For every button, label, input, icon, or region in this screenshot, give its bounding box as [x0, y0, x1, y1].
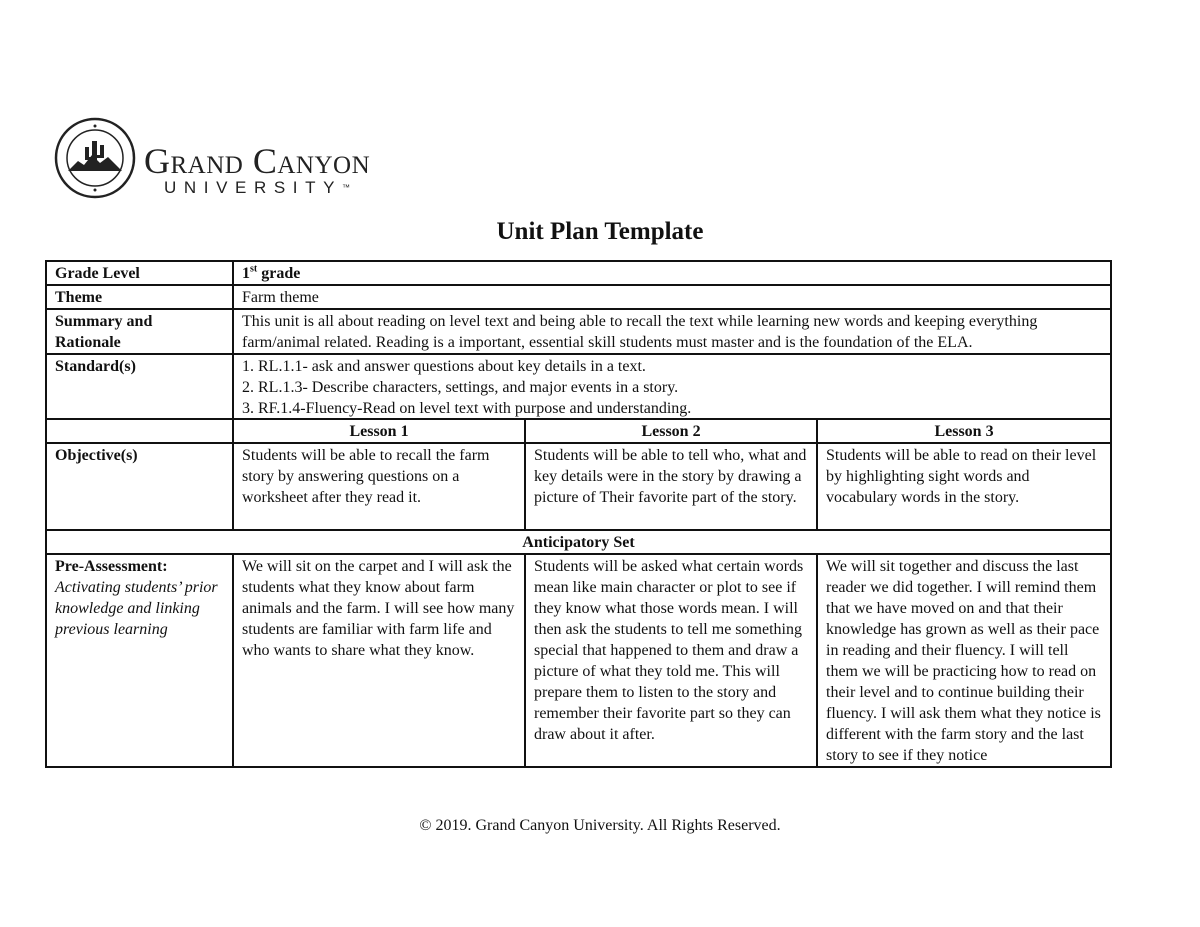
summary-label: Summary and Rationale: [46, 309, 233, 354]
standard-item: 2. RL.1.3- Describe characters, settings, and major events in a story.: [242, 379, 679, 396]
summary-value: This unit is all about reading on level text and being able to recall the text while learning new words and keeping everything farm/animal related. Reading is a important, essential skill students must master and is the foundation of the ELA.: [233, 309, 1111, 354]
pre-assessment-cell: We will sit on the carpet and I will ask the students what they know about farm animals and the farm. I will see how many students are familiar with farm life and who wants to share what they know.: [233, 554, 525, 767]
pre-assessment-cell: Students will be asked what certain words mean like main character or plot to see if they know what those words mean. I will then ask the students to tell me something special that happened to them and draw a picture of what they told me. This will prepare them to listen to the story and remember their favorite part so they can draw about it after.: [525, 554, 817, 767]
page-title: Unit Plan Template: [496, 218, 704, 245]
university-seal-icon: [54, 117, 136, 199]
row-objectives: [46, 443, 1111, 530]
grade-level-label: Grade Level: [46, 261, 233, 285]
row-anticipatory-set: [46, 530, 1111, 554]
standard-item: 3. RF.1.4-Fluency-Read on level text with purpose and understanding.: [242, 400, 692, 417]
standards-label: Standard(s): [46, 354, 233, 419]
unit-plan-table: [45, 260, 1112, 768]
objective-cell: Students will be able to recall the farm story by answering questions on a worksheet after they read it.: [233, 443, 525, 530]
pre-assessment-cell: We will sit together and discuss the last reader we did together. I will remind them that we have moved on and that their knowledge has grown as well as their pace in reading and their fluency. I will tell them we will be practicing how to read on their level and to continue building their fluency. I will ask them what they notice is different with the farm story and the last story to see if they notice: [817, 554, 1111, 767]
anticipatory-set-heading: Anticipatory Set: [46, 530, 1111, 554]
logo-university: UNIVERSITY™: [164, 178, 351, 197]
theme-value: Farm theme: [233, 285, 1111, 309]
row-pre-assessment: [46, 554, 1111, 767]
standard-item: 1. RL.1.1- ask and answer questions about key details in a text.: [242, 358, 646, 375]
standards-value: [233, 354, 1111, 419]
row-theme: [46, 285, 1111, 309]
lesson-header: Lesson 2: [525, 419, 817, 443]
objectives-label: Objective(s): [46, 443, 233, 530]
lesson-header: Lesson 1: [233, 419, 525, 443]
row-grade-level: [46, 261, 1111, 285]
grade-level-value: 1st grade: [233, 261, 1111, 285]
theme-label: Theme: [46, 285, 233, 309]
row-summary: [46, 309, 1111, 354]
objective-cell: Students will be able to read on their level by highlighting sight words and vocabulary words in the story.: [817, 443, 1111, 530]
row-lesson-headers: [46, 419, 1111, 443]
logo-wordmark: Grand Canyon: [144, 141, 371, 181]
pre-assessment-label: Pre-Assessment: Activating students’ prior knowledge and linking previous learning: [46, 554, 233, 767]
empty-cell: [46, 419, 233, 443]
copyright-footer: © 2019. Grand Canyon University. All Rights Reserved.: [419, 817, 781, 834]
objective-cell: Students will be able to tell who, what and key details were in the story by drawing a picture of Their favorite part of the story.: [525, 443, 817, 530]
gcu-logo: [54, 117, 434, 201]
row-standards: [46, 354, 1111, 419]
lesson-header: Lesson 3: [817, 419, 1111, 443]
